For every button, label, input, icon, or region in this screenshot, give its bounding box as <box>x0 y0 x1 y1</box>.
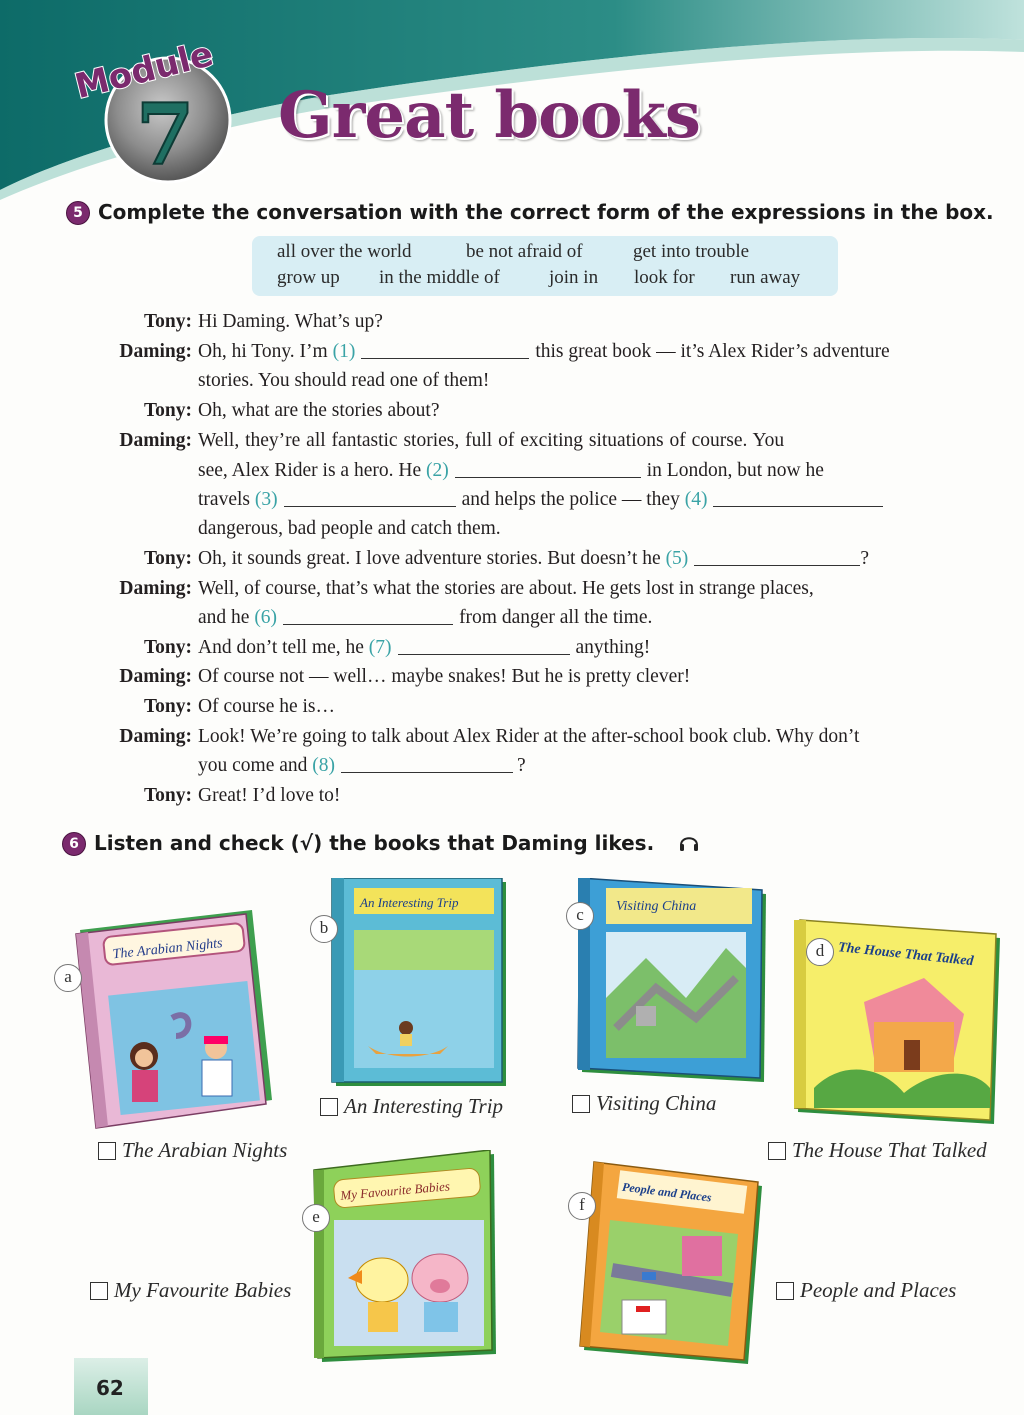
module-number: 7 <box>136 85 195 184</box>
book-option-f[interactable] <box>776 1278 956 1303</box>
book-letter: c <box>566 902 594 930</box>
book-cover-title: The Arabian Nights <box>112 935 224 963</box>
exercise6-instruction: Listen and check (√) the books that Daming likes. <box>94 831 655 855</box>
expression: all over the world <box>277 241 412 262</box>
expression: run away <box>730 267 801 288</box>
expression: be not afraid of <box>466 241 583 262</box>
speaker-tony: Tony: <box>143 637 192 658</box>
answer-blank-4[interactable] <box>713 486 883 507</box>
book-cover-title: An Interesting Trip <box>360 895 459 910</box>
dialogue-line: dangerous, bad people and catch them. <box>198 518 501 539</box>
expression: get into trouble <box>633 241 750 262</box>
checkbox[interactable] <box>768 1142 786 1160</box>
book-option-label: An Interesting Trip <box>344 1094 504 1118</box>
answer-blank-5[interactable] <box>694 545 860 566</box>
expression: join in <box>549 267 599 288</box>
blank-number: (4) <box>684 489 708 510</box>
blank-number: (3) <box>254 489 278 510</box>
checkbox[interactable] <box>320 1098 338 1116</box>
line-text: ? <box>860 548 869 569</box>
speaker-tony: Tony: <box>143 311 192 332</box>
speaker-daming: Daming: <box>119 341 192 362</box>
checkbox[interactable] <box>776 1282 794 1300</box>
blank-number: (5) <box>665 548 689 569</box>
checkbox[interactable] <box>90 1282 108 1300</box>
answer-blank-3[interactable] <box>284 486 456 507</box>
speaker-daming: Daming: <box>119 666 192 687</box>
book-cover-title: The House That Talked <box>837 940 975 970</box>
answer-blank-7[interactable] <box>398 634 570 655</box>
book-option-label: Visiting China <box>596 1091 717 1115</box>
book-cover-f <box>572 1160 764 1366</box>
blank-number: (2) <box>425 460 449 481</box>
dialogue-line: stories. You should read one of them! <box>198 370 490 391</box>
expression-box <box>252 236 838 296</box>
dialogue-line: Look! We’re going to talk about Alex Rider at the after-school book club. Why don’t <box>198 726 860 747</box>
dialogue-line: Well, of course, that’s what the stories are about. He gets lost in strange places, <box>198 578 814 599</box>
line-text: and he <box>198 607 250 628</box>
exercise5-instruction: Complete the conversation with the correct form of the expressions in the box. <box>98 200 994 224</box>
book-cover-a <box>64 908 274 1130</box>
book-cover-d <box>794 918 1002 1126</box>
book-cover-e <box>310 1150 498 1362</box>
expression: in the middle of <box>379 267 500 288</box>
line-text: Oh, it sounds great. I love adventure stories. But doesn’t he <box>198 548 661 569</box>
book-option-label: The House That Talked <box>792 1138 987 1162</box>
speaker-tony: Tony: <box>143 696 192 717</box>
line-text: And don’t tell me, he <box>198 637 364 658</box>
book-option-b[interactable] <box>320 1094 503 1119</box>
book-letter: d <box>806 938 834 966</box>
book-cover-b <box>319 878 510 1088</box>
line-text: see, Alex Rider is a hero. He <box>198 460 422 481</box>
checkbox[interactable] <box>98 1142 116 1160</box>
checkbox[interactable] <box>572 1095 590 1113</box>
dialogue-line: Great! I’d love to! <box>198 785 341 806</box>
blank-number: (6) <box>254 607 278 628</box>
module-word: Module <box>71 34 218 108</box>
module-badge <box>60 22 250 192</box>
dialogue-line <box>198 603 652 633</box>
exercise5-heading <box>66 200 994 225</box>
book-cover-title: My Favourite Babies <box>339 1178 451 1203</box>
line-text: in London, but now he <box>646 460 824 481</box>
exercise6-number: 6 <box>62 832 86 856</box>
book-option-c[interactable] <box>572 1091 716 1116</box>
book-cover-title: Visiting China <box>616 899 697 914</box>
dialogue-line <box>198 337 890 367</box>
book-option-label: People and Places <box>800 1278 957 1302</box>
dialogue-line <box>198 485 889 515</box>
book-option-d[interactable] <box>768 1138 987 1163</box>
answer-blank-8[interactable] <box>341 752 513 773</box>
dialogue-line: Of course not — well… maybe snakes! But he is pretty clever! <box>198 666 691 687</box>
book-letter: e <box>302 1204 330 1232</box>
expression: grow up <box>277 267 340 288</box>
answer-blank-6[interactable] <box>283 604 453 625</box>
line-text: anything! <box>575 637 651 658</box>
speaker-daming: Daming: <box>119 430 192 451</box>
expression: look for <box>634 267 695 288</box>
book-option-a[interactable] <box>98 1138 287 1163</box>
speaker-daming: Daming: <box>119 726 192 747</box>
line-text: from danger all the time. <box>459 607 653 628</box>
book-cover-c <box>576 878 768 1084</box>
headphones-icon <box>677 830 701 859</box>
blank-number: (1) <box>332 341 356 362</box>
book-letter: b <box>310 915 338 943</box>
blank-number: (8) <box>312 755 336 776</box>
line-text: ? <box>517 755 526 776</box>
line-text: travels <box>198 489 250 510</box>
book-option-e[interactable] <box>90 1278 291 1303</box>
speaker-tony: Tony: <box>143 400 192 421</box>
answer-blank-2[interactable] <box>455 457 641 478</box>
line-text: this great book — it’s Alex Rider’s adventure <box>535 341 890 362</box>
line-text: you come and <box>198 755 308 776</box>
line-text: and helps the police — they <box>461 489 680 510</box>
book-option-label: The Arabian Nights <box>122 1138 288 1162</box>
dialogue-line: Of course he is… <box>198 696 336 717</box>
blank-number: (7) <box>368 637 392 658</box>
line-text: Oh, hi Tony. I’m <box>198 341 328 362</box>
page-title: Great books <box>278 78 700 153</box>
exercise6-heading <box>62 830 701 859</box>
answer-blank-1[interactable] <box>361 338 529 359</box>
dialogue-line <box>198 456 824 486</box>
book-letter: a <box>54 964 82 992</box>
page-number: 62 <box>96 1376 124 1400</box>
speaker-tony: Tony: <box>143 785 192 806</box>
dialogue-line: Well, they’re all fantastic stories, full of exciting situations of course. You <box>198 430 785 451</box>
speaker-tony: Tony: <box>143 548 192 569</box>
speaker-daming: Daming: <box>119 578 192 599</box>
dialogue-line: Hi Daming. What’s up? <box>198 311 383 332</box>
book-option-label: My Favourite Babies <box>114 1278 292 1302</box>
book-letter: f <box>568 1192 596 1220</box>
dialogue-line <box>198 544 869 574</box>
exercise5-number: 5 <box>66 201 90 225</box>
dialogue-line <box>198 751 526 781</box>
book-cover-title: People and Places <box>621 1179 713 1205</box>
dialogue-line: Oh, what are the stories about? <box>198 400 440 421</box>
dialogue-line <box>198 633 650 663</box>
